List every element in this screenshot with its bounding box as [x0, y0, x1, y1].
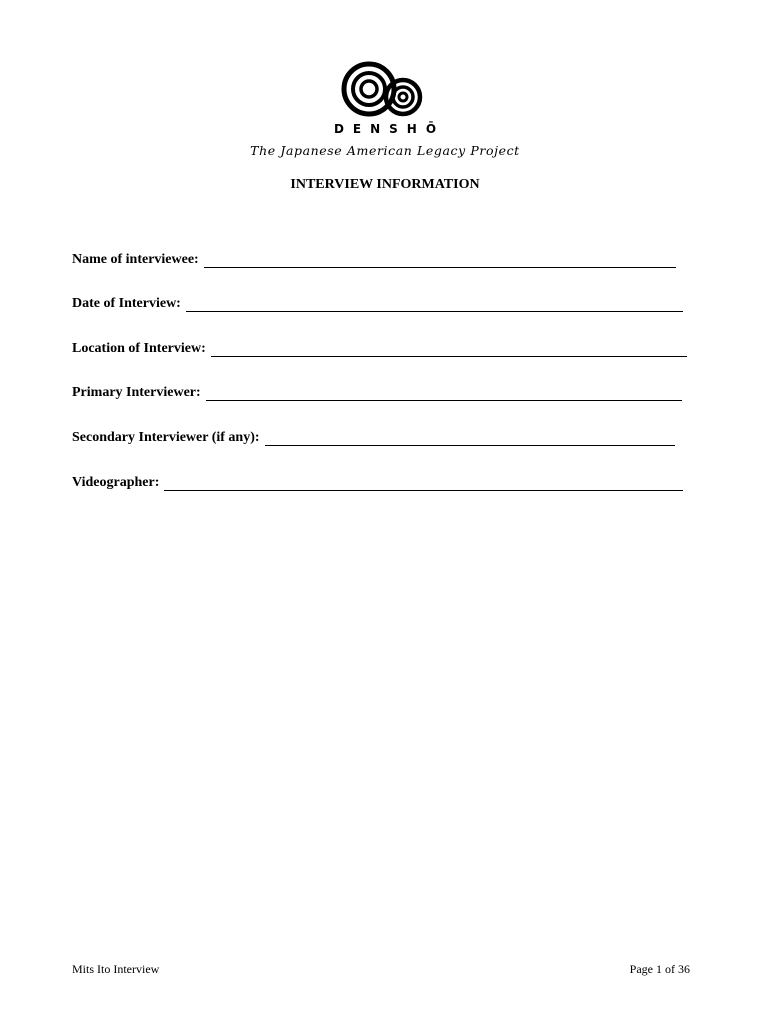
interviewee-name-line[interactable]	[204, 253, 676, 268]
footer-page-number: Page 1 of 36	[629, 962, 690, 976]
secondary-interviewer-field[interactable]	[72, 426, 675, 446]
videographer-field[interactable]	[72, 471, 683, 491]
interviewee-name-field[interactable]	[72, 248, 676, 268]
field-label: Secondary Interviewer (if any):	[72, 430, 260, 445]
densho-circles-emblem	[340, 58, 430, 118]
field-label: Primary Interviewer:	[72, 385, 201, 400]
field-label: Videographer:	[72, 475, 160, 490]
field-label: Location of Interview:	[72, 341, 206, 356]
interview-date-field[interactable]	[72, 292, 683, 312]
interview-date-line[interactable]	[186, 297, 683, 312]
field-label: Date of Interview:	[72, 296, 181, 311]
footer-document-title: Mits Ito Interview	[72, 962, 160, 976]
videographer-line[interactable]	[164, 476, 683, 491]
interview-location-line[interactable]	[211, 342, 687, 357]
page-title: INTERVIEW INFORMATION	[290, 177, 480, 192]
densho-wordmark: DENSHŌ	[333, 122, 446, 136]
interview-location-field[interactable]	[72, 337, 687, 357]
secondary-interviewer-line[interactable]	[265, 431, 675, 446]
field-label: Name of interviewee:	[72, 252, 199, 267]
project-tagline: The Japanese American Legacy Project	[250, 143, 520, 158]
primary-interviewer-field[interactable]	[72, 381, 682, 401]
primary-interviewer-line[interactable]	[206, 386, 682, 401]
